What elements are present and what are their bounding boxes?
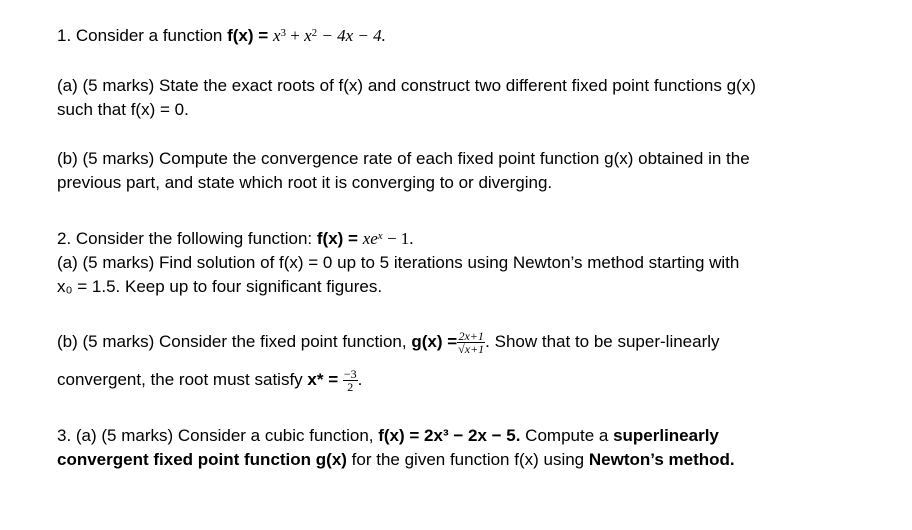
q2b-xstar: x*	[307, 370, 324, 389]
q1b-line2: previous part, and state which root it is converging to or diverging.	[57, 173, 553, 192]
q1-rest: − 4x − 4.	[317, 26, 386, 45]
q1-exp2: 2	[311, 27, 318, 39]
q1-exp3: 3	[280, 27, 286, 39]
q3-pre: 3. (a) (5 marks) Consider a cubic function,	[57, 426, 379, 445]
q2-intro: 2. Consider the following function:	[57, 229, 317, 248]
q2a-line2: x₀ = 1.5. Keep up to four significant figures.	[57, 277, 383, 296]
q2b-denominator: √x+1	[458, 342, 485, 357]
q2b-root-fraction	[343, 368, 358, 393]
q3-superlinearly: superlinearly	[613, 426, 719, 445]
q2-exp: x	[377, 230, 383, 242]
q2b-fraction	[457, 330, 485, 355]
q2-title	[57, 229, 414, 249]
q2b-post: . Show that to be super-linearly	[485, 332, 720, 351]
q3-newton: Newton’s method.	[588, 450, 735, 469]
q2b-line2	[57, 368, 362, 393]
q2b-cpost: .	[357, 370, 363, 389]
q2-fx: f(x)	[316, 229, 344, 248]
q2b-root-den: 2	[347, 380, 354, 395]
q2-eq: =	[343, 229, 363, 248]
q3-mid: Compute a	[520, 426, 614, 445]
q2a-line1: (a) (5 marks) Find solution of f(x) = 0 up to 5 iterations using Newton’s method starting with	[57, 253, 740, 272]
q1-title	[57, 26, 386, 46]
q2b-gx: g(x)	[411, 332, 443, 351]
q2b-pre: (b) (5 marks) Consider the fixed point function,	[57, 332, 412, 351]
q2-xe: xe	[362, 229, 378, 248]
q2b-root-num: −3	[343, 367, 357, 382]
q3-fx: f(x) = 2x³ − 2x − 5.	[378, 426, 521, 445]
q2b-line1	[57, 330, 720, 355]
q1-x2: x	[304, 26, 312, 45]
q1b-line1: (b) (5 marks) Compute the convergence rate of each fixed point function g(x) obtained in the	[57, 149, 750, 168]
q2b-numerator: 2x+1	[458, 329, 484, 344]
q3-line2	[57, 450, 735, 470]
q2b-ceq: =	[323, 370, 343, 389]
q2b-cpre: convergent, the root must satisfy	[57, 370, 308, 389]
q2-rest: − 1.	[382, 229, 414, 248]
q1-fx: f(x)	[227, 26, 254, 45]
q1a-line1: (a) (5 marks) State the exact roots of f(x) and construct two different fixed point functions g(x)	[57, 76, 756, 95]
q1-plus: +	[285, 26, 305, 45]
q3-line2-mid: for the given function f(x) using	[346, 450, 589, 469]
q1-eq: =	[253, 26, 273, 45]
q3-line1	[57, 426, 719, 446]
q1-x1: x	[272, 26, 281, 45]
q3-conv: convergent fixed point function g(x)	[57, 450, 347, 469]
q1a-line2: such that f(x) = 0.	[57, 100, 189, 119]
q2b-eq: =	[442, 332, 458, 351]
q1-intro: 1. Consider a function	[57, 26, 228, 45]
